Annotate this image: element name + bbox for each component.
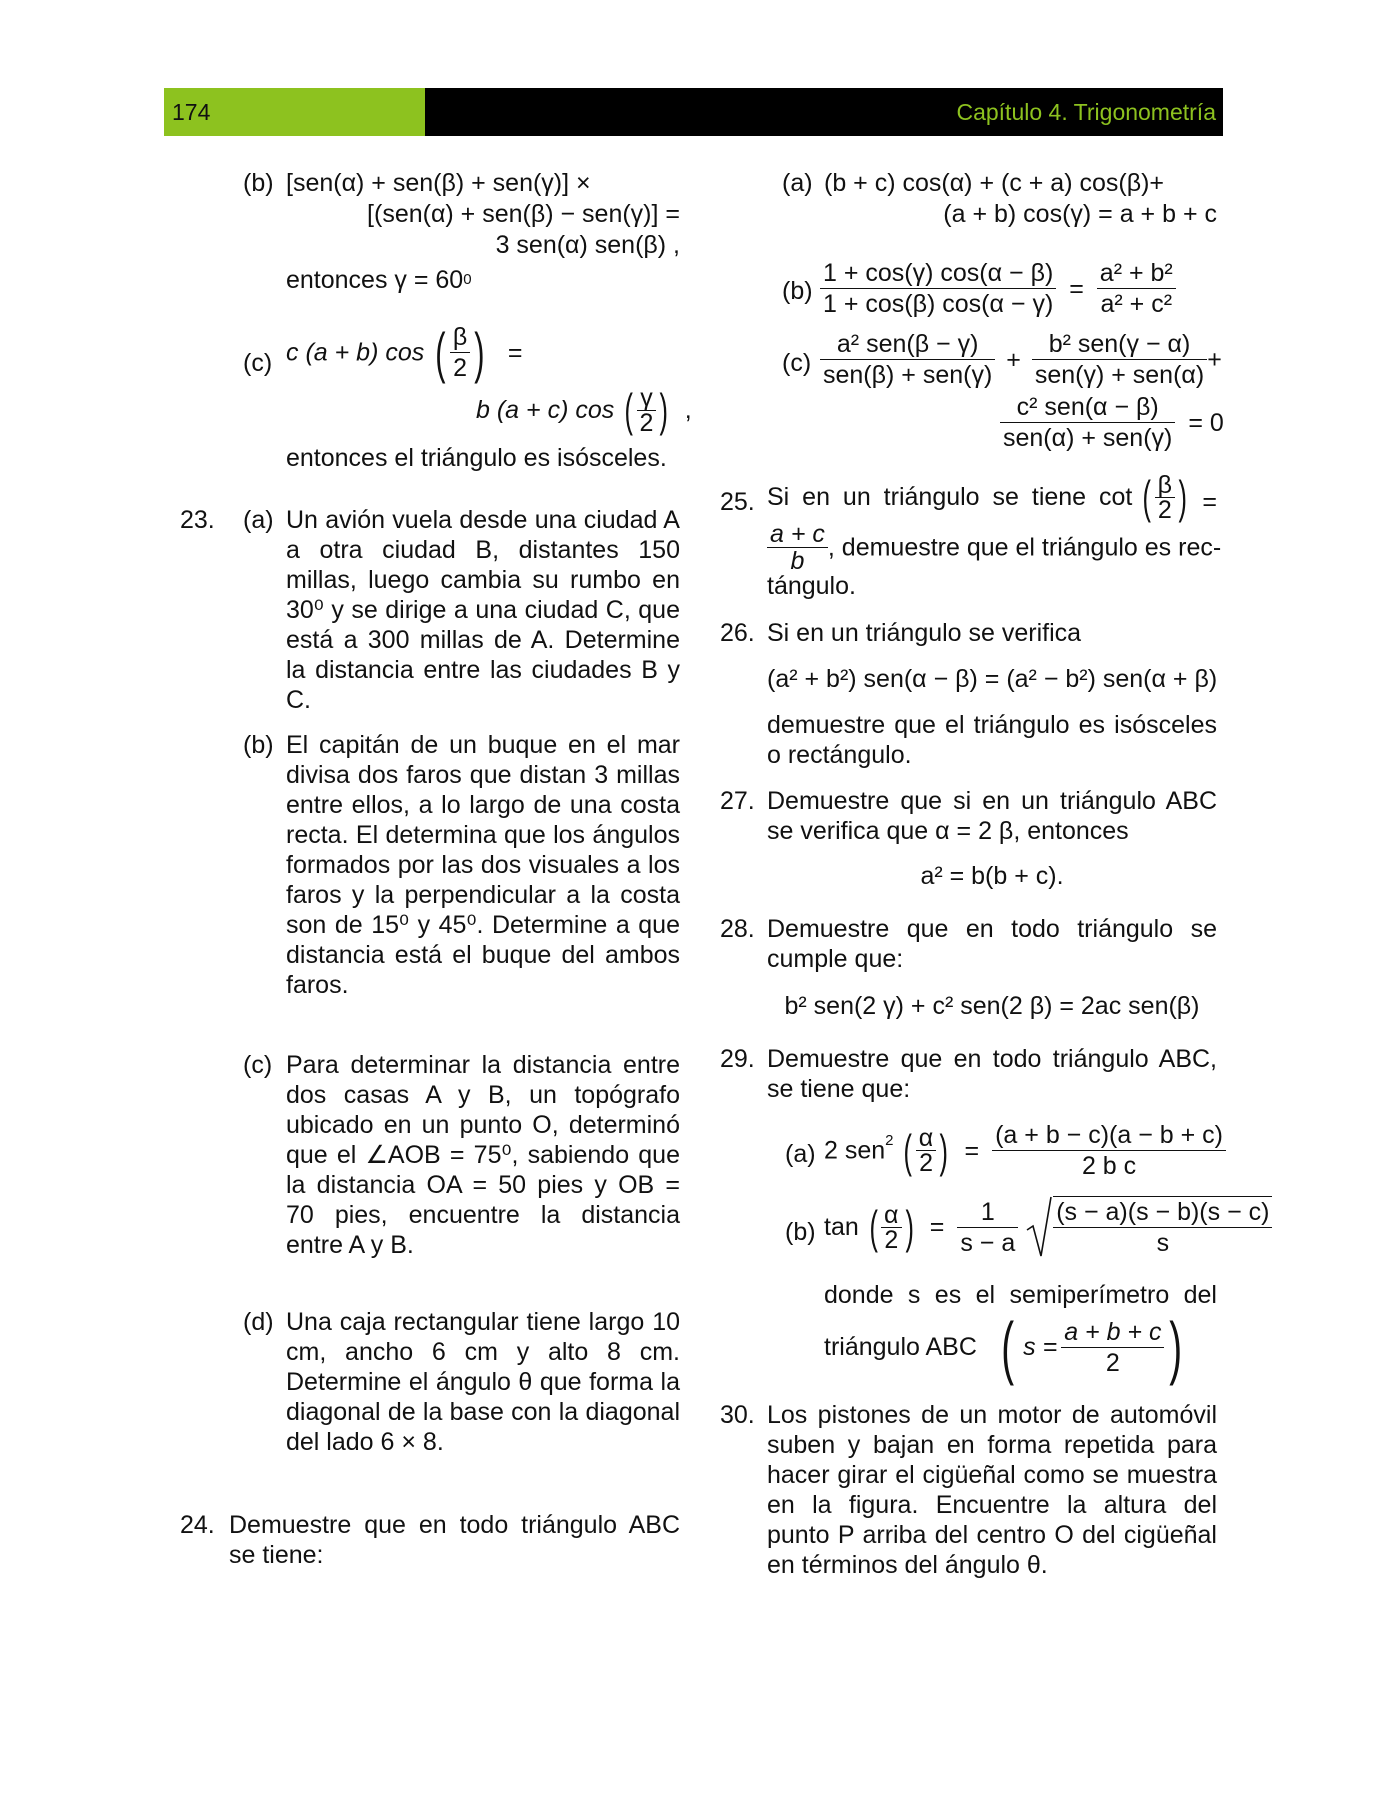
item-27-formula: a² = b(b + c). (920, 862, 1064, 890)
item-22c-lhs: c (a + b) cos ( $\frac{\beta}{2}$ ) = (286, 320, 523, 384)
item-26-text: Si en un triángulo se verifica (767, 619, 1082, 647)
item-24c-formula-row2: c² sen(α − β) sen(α) + sen(γ) = 0 (1000, 392, 1224, 453)
item-30-number: 30. (720, 1401, 755, 1429)
item-26-text2: demuestre que el triángulo es isósceles o rectángulo. (767, 711, 1217, 769)
item-24c-label: (c) (782, 349, 812, 377)
item-23b-label: (b) (243, 731, 274, 759)
item-22b-label: (b) (243, 169, 274, 197)
item-24-number: 24. (180, 1511, 215, 1539)
item-25-line1: Si en un triángulo se tiene cot ( $\frac{\beta}{2}$ ) = (767, 470, 1217, 524)
item-23d-text: Una caja rectangular tiene largo 10 cm, ancho 6 cm y alto 8 cm. Determine el ángulo θ que forma la diagonal de la base con la diagonal del lado 6 × 8. (286, 1308, 680, 1456)
item-25-line3: tángulo. (767, 572, 856, 600)
item-22b-line1: [sen(α) + sen(β) + sen(γ)] × (286, 169, 591, 197)
item-22c-conclusion: entonces el triángulo es isósceles. (286, 444, 667, 472)
item-29b-label: (b) (785, 1218, 816, 1246)
item-24a-line1: (b + c) cos(α) + (c + a) cos(β)+ (824, 169, 1165, 197)
item-22b-line2: [(sen(α) + sen(β) − sen(γ)] = (367, 200, 680, 228)
item-30-text: Los pistones de un motor de automóvil suben y bajan en forma repetida para hacer girar el cigüeñal como se muestra en la figura. Encuentre la altura del punto P arriba del centro O del cigüeñal en términos del ángulo θ. (767, 1401, 1217, 1579)
item-25-line2: $\frac{a + c}{b}$ , demuestre que el triángulo es rec- (767, 521, 1221, 574)
item-29b-formula: tan ( $\frac{\alpha}{2}$ ) = $\frac{1}{s - a}$ $\frac{(s - a)(s - b)(s - c)}{s}$ (824, 1196, 1272, 1258)
item-23a-text: Un avión vuela desde una ciudad A a otra ciudad B, distantes 150 millas, luego cambia su rumbo en 30⁰ y se dirige a una ciudad C, que está a 300 millas de A. Determine la distancia entre las ciudades B y C. (286, 506, 680, 714)
page-number: 174 (172, 99, 211, 125)
item-25-number: 25. (720, 488, 755, 516)
item-29a-formula: 2 sen$^2$ ( $\frac{\alpha}{2}$ ) = $\frac{(a + b - c)(a - b + c)}{\text{2 b c}}$ (824, 1120, 1226, 1181)
item-28-text: Demuestre que en todo triángulo se cumple que: (767, 915, 1217, 973)
item-27-number: 27. (720, 787, 755, 815)
chapter-title: Capítulo 4. Trigonometría (956, 99, 1216, 125)
item-26-number: 26. (720, 619, 755, 647)
square-root: $\frac{(s - a)(s - b)(s - c)}{s}$ (1025, 1196, 1272, 1258)
item-24b-formula: $\frac{1 + \cos(\gamma) \cos(\alpha - \beta)}{1 + \cos(\beta) \cos(\alpha - \gamma)}$ = $\frac{\text{a² + b²}}{\text{a² + c²}}$ (820, 258, 1176, 319)
item-22b-line3: 3 sen(α) sen(β) , (495, 231, 680, 259)
item-23-number: 23. (180, 506, 215, 534)
item-22c-label: (c) (243, 349, 273, 377)
fraction-gamma-2: $\frac{\gamma}{2}$ (637, 386, 657, 435)
item-24a-line2: (a + b) cos(γ) = a + b + c (943, 200, 1217, 228)
item-22b-conclusion: entonces $\gamma = 60^0$ (286, 266, 472, 294)
item-23c-label: (c) (243, 1051, 273, 1079)
item-29-donde: donde s es el semiperímetro del (824, 1281, 1217, 1309)
item-24-text: Demuestre que en todo triángulo ABC se tiene: (229, 1511, 680, 1569)
item-28-formula: b² sen(2 γ) + c² sen(2 β) = 2ac sen(β) (784, 992, 1200, 1020)
item-26-formula: (a² + b²) sen(α − β) = (a² − b²) sen(α + β) (767, 665, 1218, 693)
item-27-text: Demuestre que si en un triángulo ABC se verifica que α = 2 β, entonces (767, 787, 1217, 845)
item-24b-label: (b) (782, 277, 813, 305)
item-23d-label: (d) (243, 1308, 274, 1336)
item-22c-rhs: b (a + c) cos ( $\frac{\gamma}{2}$ ) , (476, 383, 692, 437)
item-24a-label: (a) (782, 169, 813, 197)
item-23b-text: El capitán de un buque en el mar divisa dos faros que distan 3 millas entre ellos, a lo largo de una costa recta. El determina que los ángulos formados por las dos visuales a los faros y la perpendicular a la costa son de 15⁰ y 45⁰. Determine a que distancia está el buque del ambos faros. (286, 731, 680, 999)
item-29-s-def: triángulo ABC ( s = $\frac{a + b + c}{2}$ ) (824, 1308, 1183, 1386)
item-24c-formula-row1: a² sen(β − γ) sen(β) + sen(γ) + b² sen(γ − α) sen(γ) + sen(α) + (820, 329, 1222, 390)
item-23a-label: (a) (243, 506, 274, 534)
item-28-number: 28. (720, 915, 755, 943)
item-29-number: 29. (720, 1045, 755, 1073)
fraction-beta-2: $\frac{\beta}{2}$ (450, 322, 470, 383)
item-29-text: Demuestre que en todo triángulo ABC, se tiene que: (767, 1045, 1217, 1103)
item-29a-label: (a) (785, 1140, 816, 1168)
item-23c-text: Para determinar la distancia entre dos casas A y B, un topógrafo ubicado en un punto O, determinó que el ∠AOB = 75⁰, sabiendo que la distancia OA = 50 pies y OB = 70 pies, encuentre la distancia entre A y B. (286, 1051, 680, 1259)
